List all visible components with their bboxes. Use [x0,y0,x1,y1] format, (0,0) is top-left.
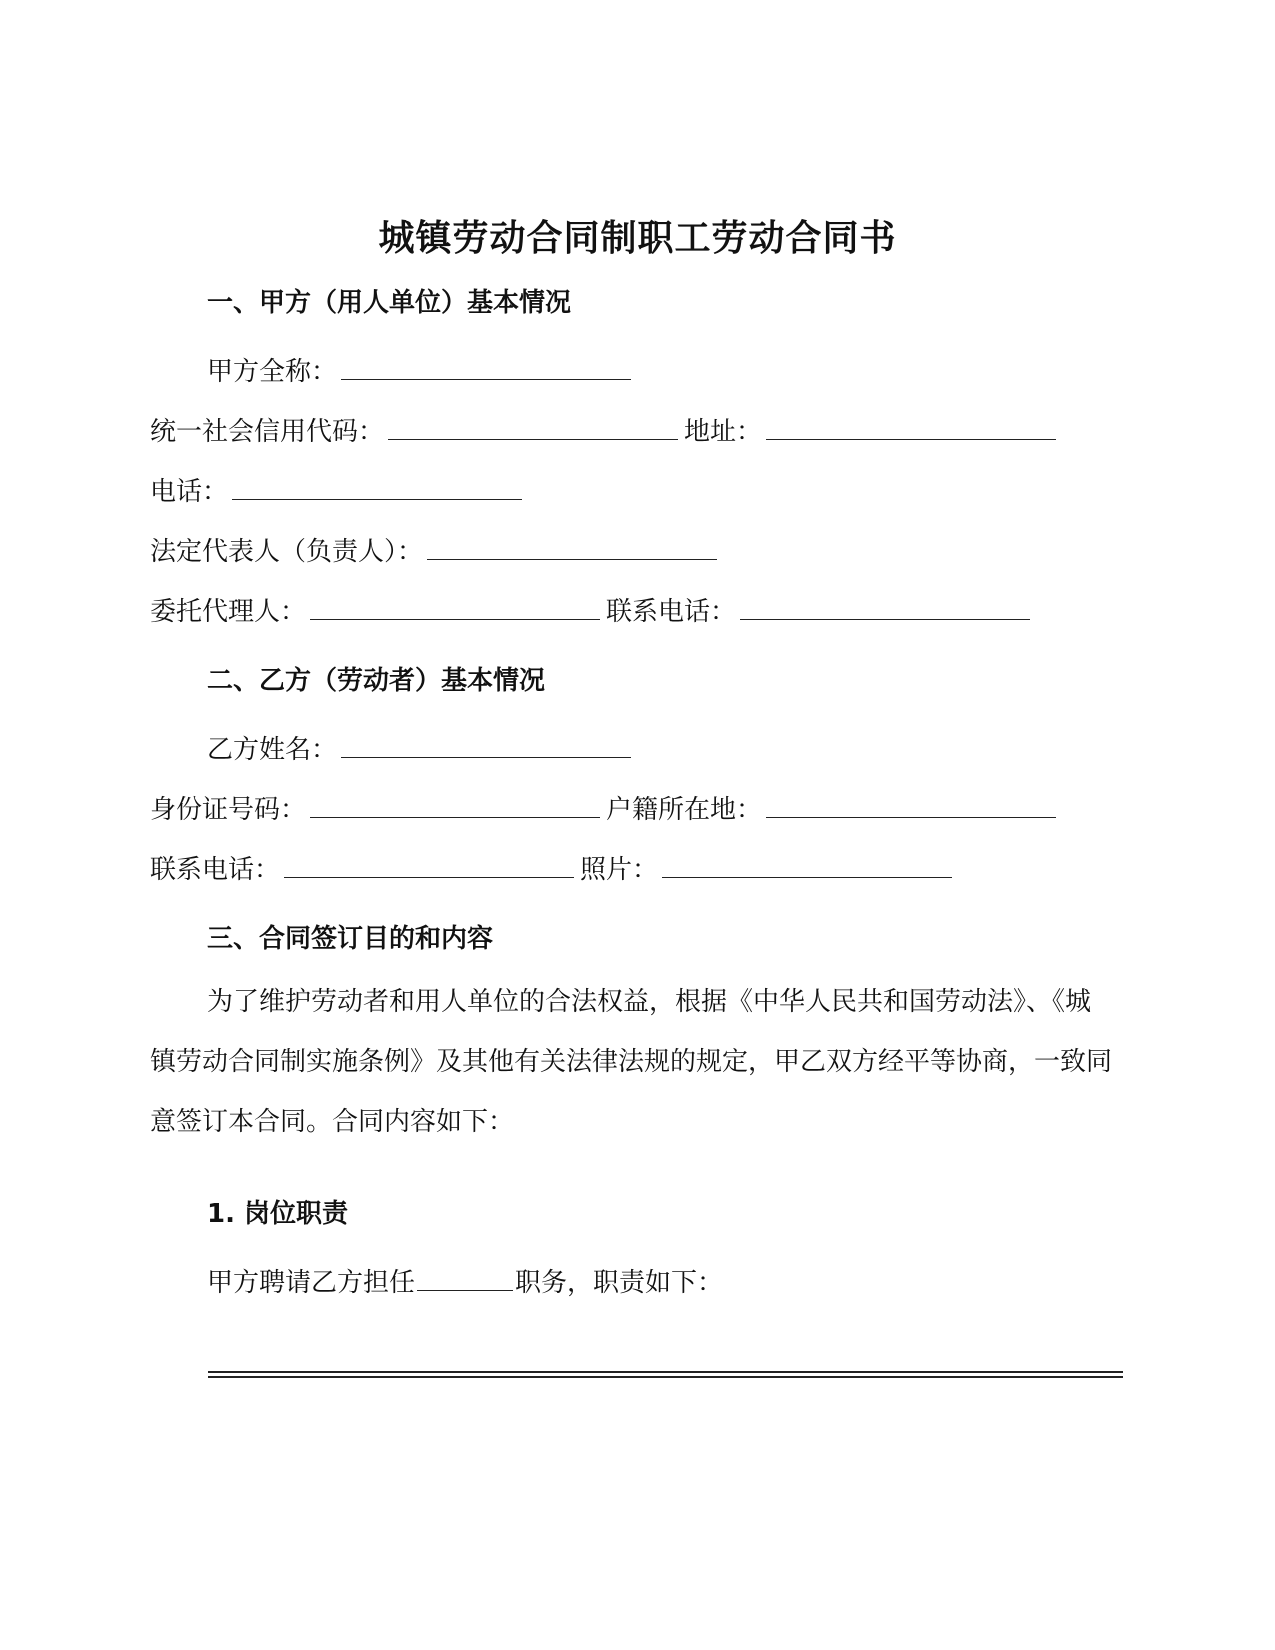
credit-code-label: 统一社会信用代码： [150,417,385,447]
party-b-contact-row [150,849,958,886]
party-b-contact-phone-field[interactable] [284,851,574,878]
id-number-label: 身份证号码： [150,795,307,825]
job-duties-heading: 1. 岗位职责 [207,1199,349,1229]
address-label: 地址： [684,417,763,447]
photo-field[interactable] [662,851,952,878]
agent-contact-phone-field[interactable] [740,593,1030,620]
party-a-full-name-label: 甲方全称： [207,357,338,387]
agent-row [150,591,1036,628]
agent-contact-phone-label: 联系电话： [606,597,737,627]
party-a-full-name-row [207,351,637,388]
section3-heading: 三、合同签订目的和内容 [207,924,494,954]
job-duties-text-after: 职务，职责如下： [515,1268,724,1298]
document-title: 城镇劳动合同制职工劳动合同书 [378,218,897,259]
party-a-full-name-field[interactable] [341,353,631,380]
agent-field[interactable] [310,593,600,620]
party-b-name-label: 乙方姓名： [207,735,338,765]
agent-label: 委托代理人： [150,597,307,627]
household-field[interactable] [766,791,1056,818]
legal-rep-field[interactable] [427,533,717,560]
credit-code-field[interactable] [388,413,678,440]
double-divider-line [208,1371,1123,1378]
photo-label: 照片： [580,855,659,885]
party-b-contact-phone-label: 联系电话： [150,855,281,885]
job-duties-row [207,1262,723,1299]
legal-rep-label: 法定代表人（负责人）： [150,537,424,567]
party-a-phone-row [150,471,528,508]
id-household-row [150,789,1062,826]
party-a-phone-field[interactable] [232,473,522,500]
credit-code-address-row [150,411,1062,448]
party-b-name-field[interactable] [341,731,631,758]
section2-heading: 二、乙方（劳动者）基本情况 [207,666,546,696]
address-field[interactable] [766,413,1056,440]
party-a-phone-label: 电话： [150,477,229,507]
job-duties-text-before: 甲方聘请乙方担任 [207,1268,416,1298]
position-field[interactable] [417,1264,513,1291]
section3-paragraph: 为了维护劳动者和用人单位的合法权益，根据《中华人民共和国劳动法》、《城镇劳动合同制实施条例》及其他有关法律法规的规定，甲乙双方经平等协商，一致同意签订本合同。合同内容如下： [150,987,1113,1137]
section1-heading: 一、甲方（用人单位）基本情况 [207,288,572,318]
id-number-field[interactable] [310,791,600,818]
party-b-name-row [207,729,637,766]
legal-rep-row [150,531,723,568]
household-label: 户籍所在地： [606,795,763,825]
